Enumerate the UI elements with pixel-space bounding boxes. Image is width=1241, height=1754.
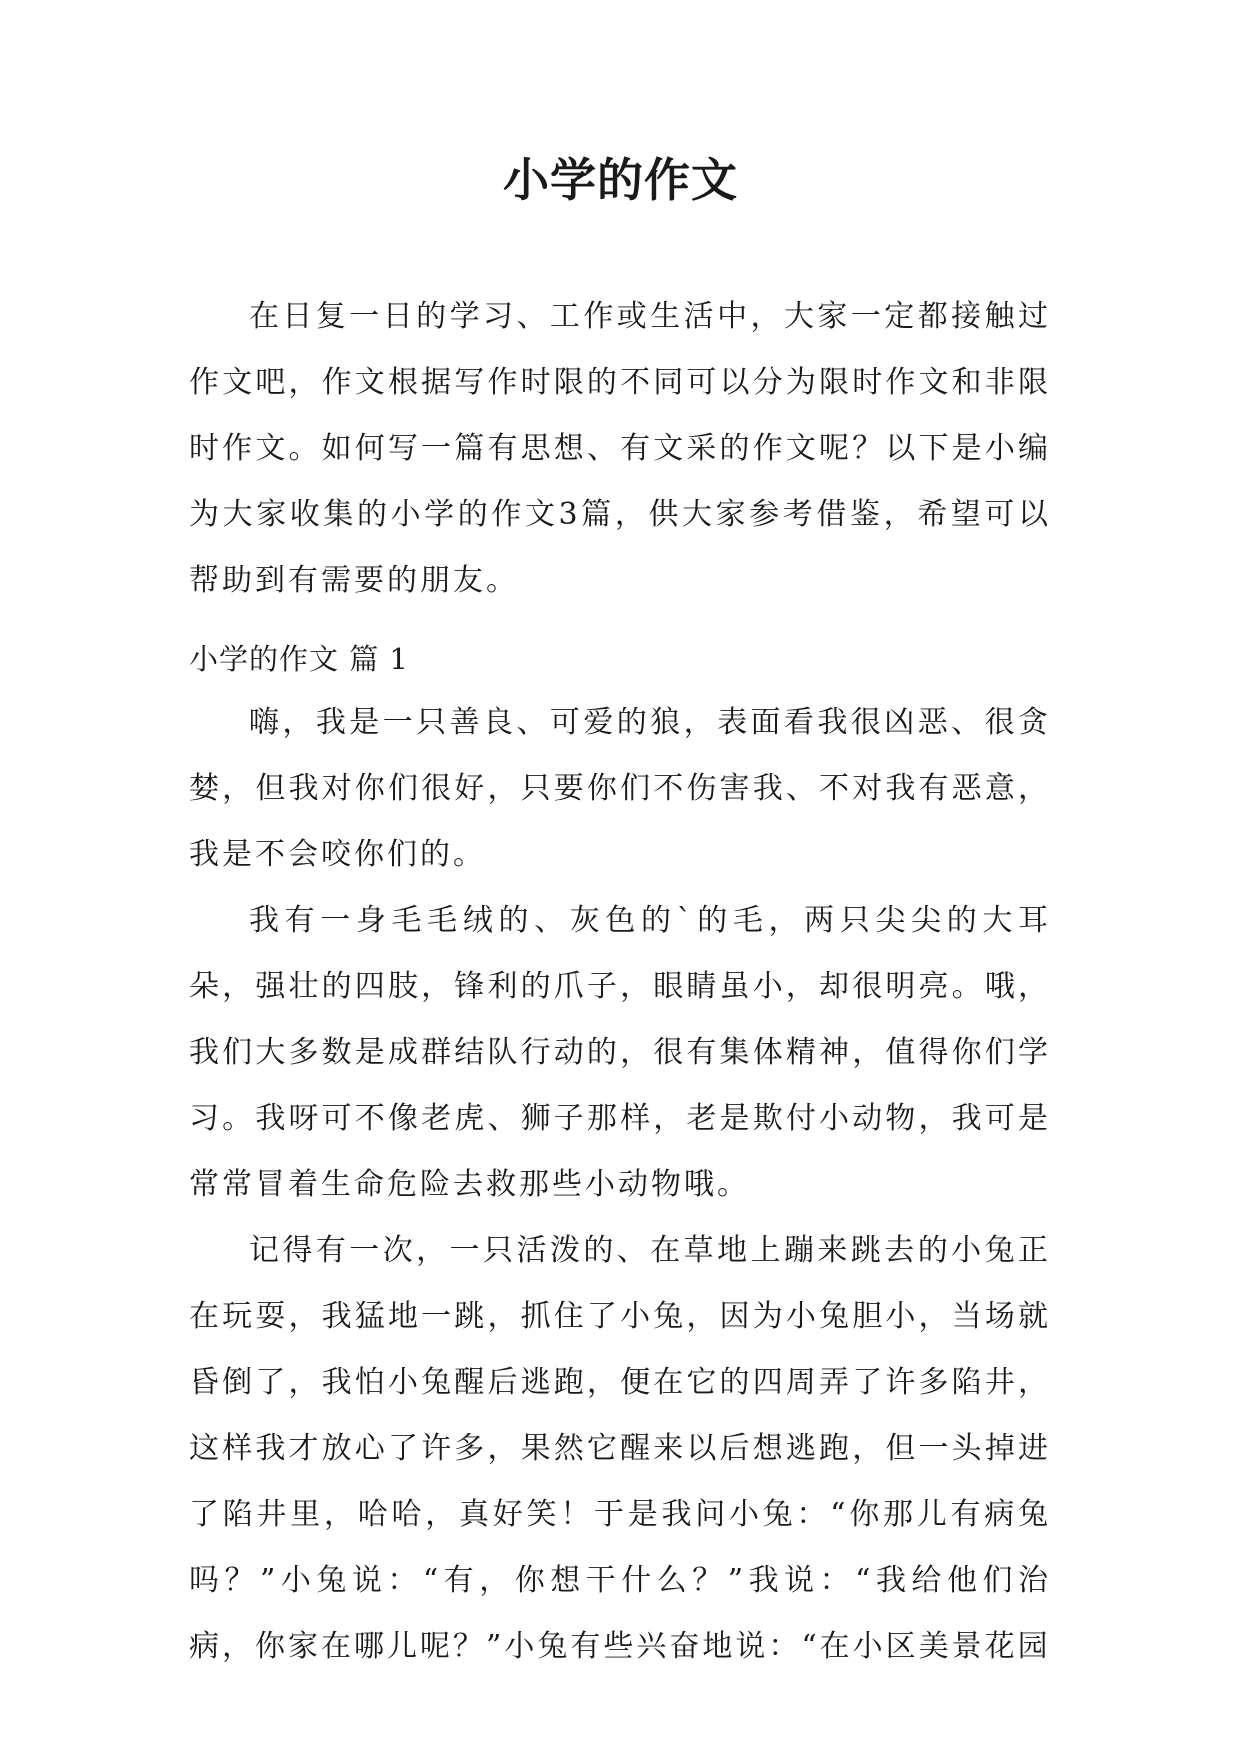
section-1 (189, 628, 1051, 1680)
paragraph: 嗨，我是一只善良、可爱的狼，表面看我很凶恶、很贪婪，但我对你们很好，只要你们不伤害我、不对我有恶意，我是不会咬你们的。 (189, 705, 1051, 872)
section-heading: 小学的作文 篇 1 (189, 642, 409, 676)
intro-paragraph: 在日复一日的学习、工作或生活中，大家一定都接触过作文吧，作文根据写作时限的不同可以分为限时作文和非限时作文。如何写一篇有思想、有文采的作文呢？以下是小编为大家收集的小学的作文3篇，供大家参考借鉴，希望可以帮助到有需要的朋友。 (189, 299, 1051, 598)
paragraph: 我有一身毛毛绒的、灰色的`的毛，两只尖尖的大耳朵，强壮的四肢，锋利的爪子，眼睛虽小，却很明亮。哦，我们大多数是成群结队行动的，很有集体精神，值得你们学习。我呀可不像老虎、狮子那样，老是欺付小动物，我可是常常冒着生命危险去救那些小动物哦。 (189, 903, 1051, 1202)
document-title: 小学的作文 (503, 153, 738, 207)
paragraph: 记得有一次，一只活泼的、在草地上蹦来跳去的小兔正在玩耍，我猛地一跳，抓住了小兔，因为小兔胆小，当场就昏倒了，我怕小兔醒后逃跑，便在它的四周弄了许多陷井，这样我才放心了许多，果然它醒来以后想逃跑，但一头掉进了陷井里，哈哈，真好笑！于是我问小兔：“你那儿有病兔吗？”小兔说：“有，你想干什么？”我说：“我给他们治病，你家在哪儿呢？”小兔有些兴奋地说：“在小区美景花园 (189, 1233, 1051, 1664)
intro-block (189, 284, 1051, 614)
